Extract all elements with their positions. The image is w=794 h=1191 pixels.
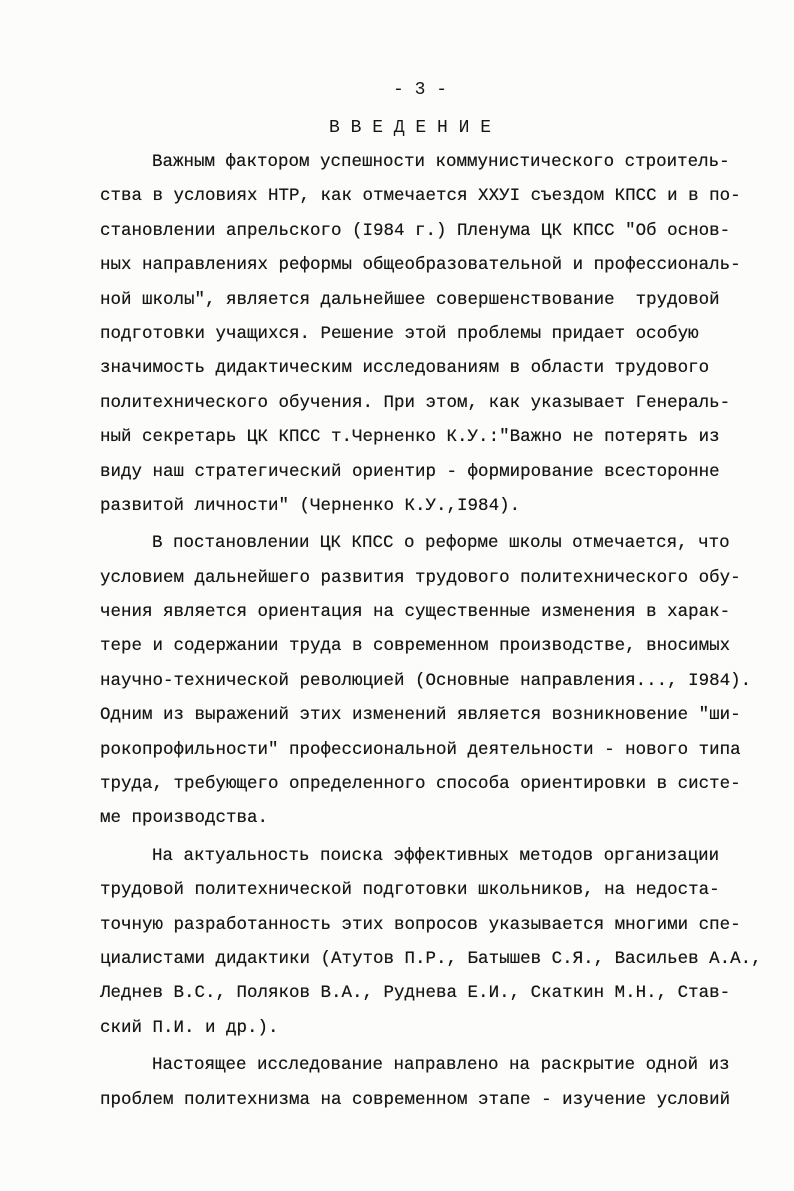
text-line: труда, требующего определенного способа ориентировки в систе- bbox=[100, 774, 741, 795]
paragraph-3 bbox=[100, 839, 780, 1045]
text-line: проблем политехнизма на современном этапе - изучение условий bbox=[100, 1089, 731, 1110]
text-line: трудовой политехнической подготовки школьников, на недоста- bbox=[100, 880, 720, 901]
text-line: На актуальность поиска эффективных методов организации bbox=[152, 845, 720, 866]
text-line: циалистами дидактики (Атутов П.Р., Батышев С.Я., Васильев А.А., bbox=[100, 948, 762, 969]
text-line: тере и содержании труда в современном производстве, вносимых bbox=[100, 636, 731, 657]
paragraph-4 bbox=[100, 1048, 780, 1117]
text-line: становлении апрельского (I984 г.) Пленума ЦК КПСС "Об основ- bbox=[100, 220, 731, 241]
text-line: условием дальнейшего развития трудового политехнического обу- bbox=[100, 567, 741, 588]
body-text bbox=[100, 145, 780, 1120]
text-line: развитой личности" (Черненко К.У.,I984). bbox=[100, 495, 521, 516]
text-line: Одним из выражений этих изменений является возникновение "ши- bbox=[100, 705, 741, 726]
text-line: чения является ориентация на существенные изменения в харак- bbox=[100, 602, 731, 623]
text-line: Настоящее исследование направлено на раскрытие одной из bbox=[152, 1055, 730, 1076]
text-line: ме производства. bbox=[100, 808, 269, 829]
text-line: значимость дидактическим исследованиям в области трудового bbox=[100, 358, 710, 379]
text-line: ный секретарь ЦК КПСС т.Черненко К.У.:"Важно не потерять из bbox=[100, 427, 720, 448]
text-line: подготовки учащихся. Решение этой проблемы придает особую bbox=[100, 323, 699, 344]
text-line: Леднев В.С., Поляков В.А., Руднева Е.И., Скаткин М.Н., Став- bbox=[100, 983, 731, 1004]
text-line: ский П.И. и др.). bbox=[100, 1017, 279, 1038]
text-line: точную разработанность этих вопросов указывается многими спе- bbox=[100, 914, 741, 935]
section-title: В В Е Д Е Н И Е bbox=[328, 118, 492, 138]
text-line: ных направлениях реформы общеобразовательной и профессиональ- bbox=[100, 255, 741, 276]
text-line: рокопрофильности" профессиональной деятельности - нового типа bbox=[100, 739, 741, 760]
page-number: - 3 - bbox=[392, 80, 447, 100]
text-line: виду наш стратегический ориентир - формирование всесторонне bbox=[100, 461, 720, 482]
text-line: ной школы", является дальнейшее совершенствование трудовой bbox=[100, 289, 720, 310]
text-line: Важным фактором успешности коммунистического строитель- bbox=[152, 152, 730, 172]
paragraph-2 bbox=[100, 526, 780, 836]
text-line: В постановлении ЦК КПСС о реформе школы отмечается, что bbox=[152, 533, 730, 554]
text-line: политехнического обучения. При этом, как указывает Генераль- bbox=[100, 392, 731, 413]
paragraph-1 bbox=[100, 145, 780, 523]
text-line: ства в условиях НТР, как отмечается ХХУI съездом КПСС и в по- bbox=[100, 186, 741, 207]
text-line: научно-технической революцией (Основные направления..., I984). bbox=[100, 670, 752, 691]
